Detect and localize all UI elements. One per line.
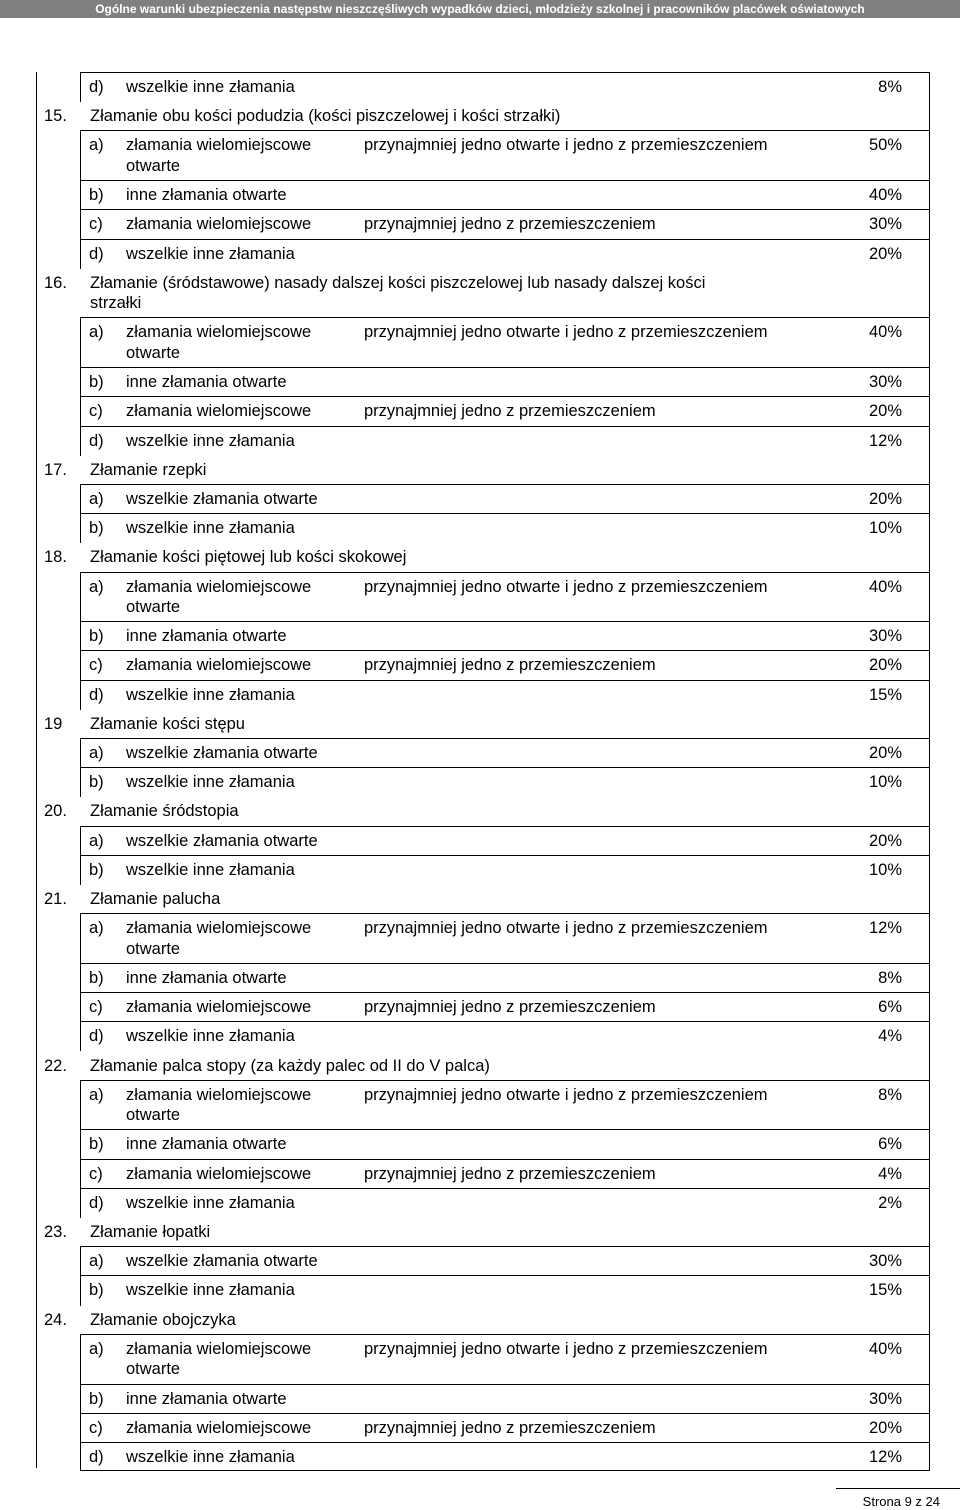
table-row (80, 513, 930, 543)
table-row (80, 1384, 930, 1414)
section-heading (36, 709, 930, 738)
fracture-type: wszelkie złamania otwarte (126, 1252, 318, 1271)
section-title: Złamanie palucha (90, 890, 221, 908)
item-letter: a) (89, 1085, 104, 1104)
fracture-type: wszelkie inne złamania (126, 860, 295, 879)
percentage-value: 40% (868, 1339, 902, 1358)
fracture-type: wszelkie inne złamania (126, 519, 295, 538)
percentage-value: 30% (868, 1389, 902, 1408)
section-number: 16. (44, 273, 67, 292)
table-row (80, 650, 930, 680)
item-letter: b) (89, 186, 104, 205)
percentage-value: 6% (878, 998, 902, 1017)
section-title: strzałki (90, 294, 142, 313)
table-row (80, 826, 930, 856)
percentage-value: 20% (868, 489, 902, 508)
item-letter: a) (89, 744, 104, 762)
fracture-condition: przynajmniej jedno otwarte i jedno z przemieszczeniem (364, 577, 768, 596)
item-letter: c) (89, 402, 103, 421)
fracture-type: inne złamania otwarte (126, 1135, 287, 1154)
table-row (80, 367, 930, 397)
item-letter: b) (89, 968, 104, 987)
table-row (80, 738, 930, 768)
item-letter: d) (89, 685, 104, 704)
fracture-type: inne złamania otwarte (126, 968, 287, 987)
fracture-type: inne złamania otwarte (126, 1389, 287, 1408)
section-title: Złamanie kości piętowej lub kości skokowej (90, 548, 407, 567)
section-number: 22. (44, 1056, 67, 1075)
percentage-value: 15% (868, 1281, 902, 1300)
fracture-type: wszelkie inne złamania (126, 1193, 295, 1212)
table-row (80, 992, 930, 1022)
fracture-type: wszelkie inne złamania (126, 773, 295, 792)
item-letter: b) (89, 773, 104, 792)
item-letter: d) (89, 244, 104, 263)
section-number: 23. (44, 1223, 67, 1241)
fracture-condition: przynajmniej jedno otwarte i jedno z przemieszczeniem (364, 1085, 768, 1104)
fracture-type: złamania wielomiejscowe (126, 577, 312, 596)
section-title: Złamanie obojczyka (90, 1310, 236, 1329)
fracture-type: inne złamania otwarte (126, 373, 287, 392)
table-row (80, 130, 930, 181)
item-letter: a) (89, 489, 104, 508)
item-letter: c) (89, 1164, 103, 1183)
percentage-value: 40% (868, 186, 902, 205)
fracture-type: wszelkie inne złamania (126, 78, 295, 96)
page-header: Ogólne warunki ubezpieczenia następstw nieszczęśliwych wypadków dzieci, młodzieży szkolnej i pracowników placówek oświatowych (0, 0, 960, 18)
compensation-table (36, 72, 930, 1468)
section-heading (36, 1217, 930, 1246)
fracture-condition: przynajmniej jedno z przemieszczeniem (364, 402, 656, 421)
percentage-value: 10% (868, 773, 902, 792)
section-heading (36, 1305, 930, 1334)
fracture-type: wszelkie inne złamania (126, 1447, 295, 1466)
item-letter: a) (89, 577, 104, 596)
section-number: 19 (44, 714, 63, 733)
percentage-value: 20% (868, 744, 902, 762)
fracture-type: otwarte (126, 939, 181, 958)
fracture-condition: przynajmniej jedno otwarte i jedno z przemieszczeniem (364, 1339, 768, 1358)
fracture-type: wszelkie inne złamania (126, 244, 295, 263)
fracture-condition: przynajmniej jedno otwarte i jedno z przemieszczeniem (364, 136, 768, 155)
section-number: 17. (44, 460, 67, 479)
table-row (80, 680, 930, 710)
table-row (80, 426, 930, 456)
table-row (80, 1442, 930, 1471)
table-row (80, 396, 930, 426)
fracture-type: otwarte (126, 598, 181, 616)
section-title: Złamanie rzepki (90, 460, 207, 479)
percentage-value: 8% (878, 1085, 902, 1104)
percentage-value: 2% (878, 1193, 902, 1212)
fracture-type: złamania wielomiejscowe (126, 656, 312, 675)
section-heading (36, 101, 930, 130)
section-number: 20. (44, 802, 67, 821)
item-letter: d) (89, 1447, 104, 1466)
fracture-type: złamania wielomiejscowe (126, 1418, 312, 1437)
percentage-value: 20% (868, 244, 902, 263)
table-row (80, 1188, 930, 1218)
section-heading (36, 1051, 930, 1080)
fracture-type: złamania wielomiejscowe (126, 919, 312, 938)
fracture-condition: przynajmniej jedno z przemieszczeniem (364, 215, 656, 234)
item-letter: a) (89, 831, 104, 850)
fracture-type: złamania wielomiejscowe (126, 1339, 312, 1358)
table-row (80, 621, 930, 651)
percentage-value: 10% (868, 860, 902, 879)
table-row (80, 209, 930, 239)
item-letter: b) (89, 860, 104, 879)
table-row (80, 963, 930, 993)
table-row (80, 1334, 930, 1385)
section-title: Złamanie śródstopia (90, 802, 239, 821)
percentage-value: 12% (868, 431, 902, 450)
item-letter: d) (89, 78, 104, 96)
fracture-type: złamania wielomiejscowe (126, 215, 312, 234)
fracture-type: wszelkie złamania otwarte (126, 489, 318, 508)
item-letter: b) (89, 373, 104, 392)
percentage-value: 10% (868, 519, 902, 538)
table-row (80, 1159, 930, 1189)
percentage-value: 6% (878, 1135, 902, 1154)
percentage-value: 8% (878, 968, 902, 987)
fracture-type: otwarte (126, 156, 181, 175)
fracture-type: złamania wielomiejscowe (126, 323, 312, 342)
percentage-value: 40% (868, 323, 902, 342)
table-row (80, 484, 930, 514)
footer-divider (836, 1488, 960, 1489)
table-row (80, 1275, 930, 1305)
percentage-value: 20% (868, 831, 902, 850)
table-row (80, 1021, 930, 1051)
percentage-value: 20% (868, 402, 902, 421)
page-number: Strona 9 z 24 (862, 1494, 940, 1509)
table-row (80, 1129, 930, 1159)
item-letter: c) (89, 656, 103, 675)
percentage-value: 30% (868, 373, 902, 392)
fracture-condition: przynajmniej jedno otwarte i jedno z przemieszczeniem (364, 919, 768, 938)
fracture-type: wszelkie złamania otwarte (126, 744, 318, 762)
item-letter: b) (89, 1389, 104, 1408)
item-letter: a) (89, 323, 104, 342)
fracture-type: inne złamania otwarte (126, 627, 287, 646)
item-letter: c) (89, 215, 103, 234)
percentage-value: 30% (868, 1252, 902, 1271)
item-letter: d) (89, 431, 104, 450)
fracture-condition: przynajmniej jedno z przemieszczeniem (364, 1418, 656, 1437)
section-heading (36, 542, 930, 571)
table-row (80, 572, 930, 623)
section-number: 15. (44, 107, 67, 126)
item-letter: a) (89, 136, 104, 155)
percentage-value: 30% (868, 215, 902, 234)
fracture-type: wszelkie inne złamania (126, 1027, 295, 1046)
fracture-condition: przynajmniej jedno z przemieszczeniem (364, 656, 656, 675)
table-row (80, 317, 930, 368)
section-number: 24. (44, 1310, 67, 1329)
item-letter: a) (89, 919, 104, 938)
fracture-type: złamania wielomiejscowe (126, 1164, 312, 1183)
section-heading (36, 796, 930, 825)
table-row (80, 1246, 930, 1276)
item-letter: a) (89, 1339, 104, 1358)
section-heading (36, 884, 930, 913)
section-title: Złamanie obu kości podudzia (kości piszczelowej i kości strzałki) (90, 107, 561, 126)
table-row (80, 1080, 930, 1131)
item-letter: a) (89, 1252, 104, 1271)
percentage-value: 4% (878, 1164, 902, 1183)
percentage-value: 20% (868, 656, 902, 675)
item-letter: c) (89, 998, 103, 1017)
percentage-value: 12% (868, 919, 902, 938)
fracture-type: złamania wielomiejscowe (126, 1085, 312, 1104)
table-row (80, 855, 930, 885)
fracture-type: złamania wielomiejscowe (126, 136, 312, 155)
item-letter: c) (89, 1418, 103, 1437)
fracture-condition: przynajmniej jedno z przemieszczeniem (364, 1164, 656, 1183)
item-letter: b) (89, 519, 104, 538)
item-letter: b) (89, 1281, 104, 1300)
section-heading (36, 455, 930, 484)
section-number: 18. (44, 548, 67, 567)
section-title: Złamanie łopatki (90, 1223, 211, 1241)
fracture-type: otwarte (126, 1360, 181, 1379)
percentage-value: 12% (868, 1447, 902, 1466)
section-heading (36, 268, 930, 318)
section-number: 21. (44, 890, 67, 908)
fracture-type: inne złamania otwarte (126, 186, 287, 205)
fracture-type: wszelkie inne złamania (126, 685, 295, 704)
fracture-condition: przynajmniej jedno z przemieszczeniem (364, 998, 656, 1017)
table-row (80, 767, 930, 797)
table-row (80, 1413, 930, 1443)
item-letter: d) (89, 1027, 104, 1046)
percentage-value: 40% (868, 577, 902, 596)
table-row (80, 913, 930, 964)
fracture-type: wszelkie inne złamania (126, 1281, 295, 1300)
item-letter: d) (89, 1193, 104, 1212)
percentage-value: 30% (868, 627, 902, 646)
section-title: Złamanie palca stopy (za każdy palec od II do V palca) (90, 1056, 490, 1075)
percentage-value: 20% (868, 1418, 902, 1437)
table-row (80, 180, 930, 210)
percentage-value: 50% (868, 136, 902, 155)
fracture-type: wszelkie złamania otwarte (126, 831, 318, 850)
item-letter: b) (89, 1135, 104, 1154)
fracture-condition: przynajmniej jedno otwarte i jedno z przemieszczeniem (364, 323, 768, 342)
fracture-type: otwarte (126, 1106, 181, 1125)
item-letter: b) (89, 627, 104, 646)
table-row (80, 72, 930, 102)
section-title: Złamanie (śródstawowe) nasady dalszej kości piszczelowej lub nasady dalszej kości (90, 273, 706, 292)
percentage-value: 15% (868, 685, 902, 704)
fracture-type: wszelkie inne złamania (126, 431, 295, 450)
fracture-type: otwarte (126, 343, 181, 362)
fracture-type: złamania wielomiejscowe (126, 402, 312, 421)
fracture-type: złamania wielomiejscowe (126, 998, 312, 1017)
percentage-value: 8% (878, 78, 902, 96)
percentage-value: 4% (878, 1027, 902, 1046)
table-row (80, 239, 930, 269)
section-title: Złamanie kości stępu (90, 714, 245, 733)
